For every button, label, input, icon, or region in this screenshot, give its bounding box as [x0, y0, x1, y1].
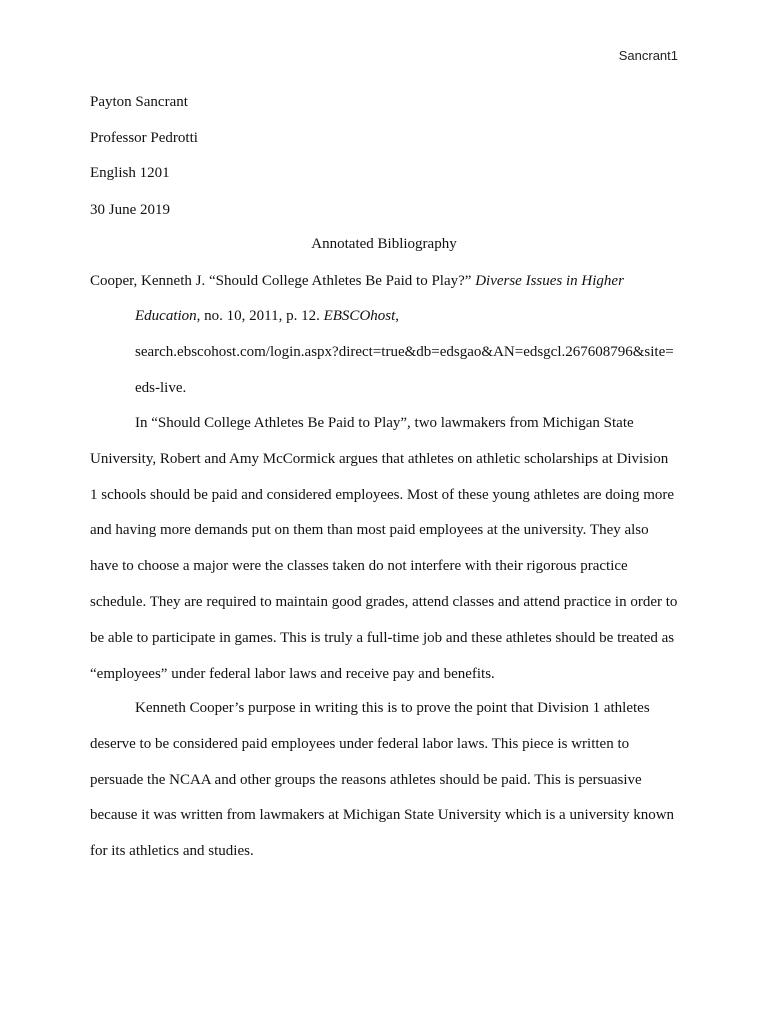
evaluation-paragraph: Kenneth Cooper’s purpose in writing this is to prove the point that Division 1 athletes deserve to be considered paid employees under federal labor laws. This piece is written to persuade the NCAA and other groups the reasons athletes should be paid. This is persuasive because it was written from lawmakers at Michigan State University which is a university known for its athletics and studies. — [90, 700, 675, 860]
summary-paragraph: In “Should College Athletes Be Paid to Play”, two lawmakers from Michigan State University, Robert and Amy McCormick argues that athletes on athletic scholarships at Division 1 schools should be paid and considered employees. Most of these young athletes are doing more and having more demands put on them than most paid employees at the university. They also have to choose a major were the classes taken do not interfere with their rigorous practice schedule. They are required to maintain good grades, attend classes and attend practice in order to be able to participate in games. This is truly a full-time job and these athletes should be treated as “employees” under federal labor laws and receive pay and benefits. — [90, 415, 678, 682]
citation-url-end: eds-live. — [135, 380, 187, 396]
citation-author-title: Cooper, Kenneth J. “Should College Athletes Be Paid to Play?” — [90, 273, 476, 289]
course-name: English 1201 — [90, 165, 170, 181]
citation-line-1 — [90, 272, 624, 290]
citation-journal-part2: Education — [135, 308, 197, 324]
citation-url: search.ebscohost.com/login.aspx?direct=true&db=edsgao&AN=edsgcl.267608796&site= — [135, 344, 674, 360]
page-title: Annotated Bibliography — [311, 236, 457, 252]
student-name: Payton Sancrant — [90, 94, 188, 110]
citation-comma: , — [395, 308, 400, 324]
citation-database: EBSCOhost — [323, 308, 396, 324]
professor-name: Professor Pedrotti — [90, 130, 198, 146]
document-date: 30 June 2019 — [90, 202, 170, 218]
citation-journal-part1: Diverse Issues in Higher — [475, 273, 624, 289]
citation-issue-info: , no. 10, 2011, p. 12. — [196, 308, 324, 324]
running-head: Sancrant1 — [618, 48, 678, 63]
citation-line-2 — [135, 307, 399, 325]
